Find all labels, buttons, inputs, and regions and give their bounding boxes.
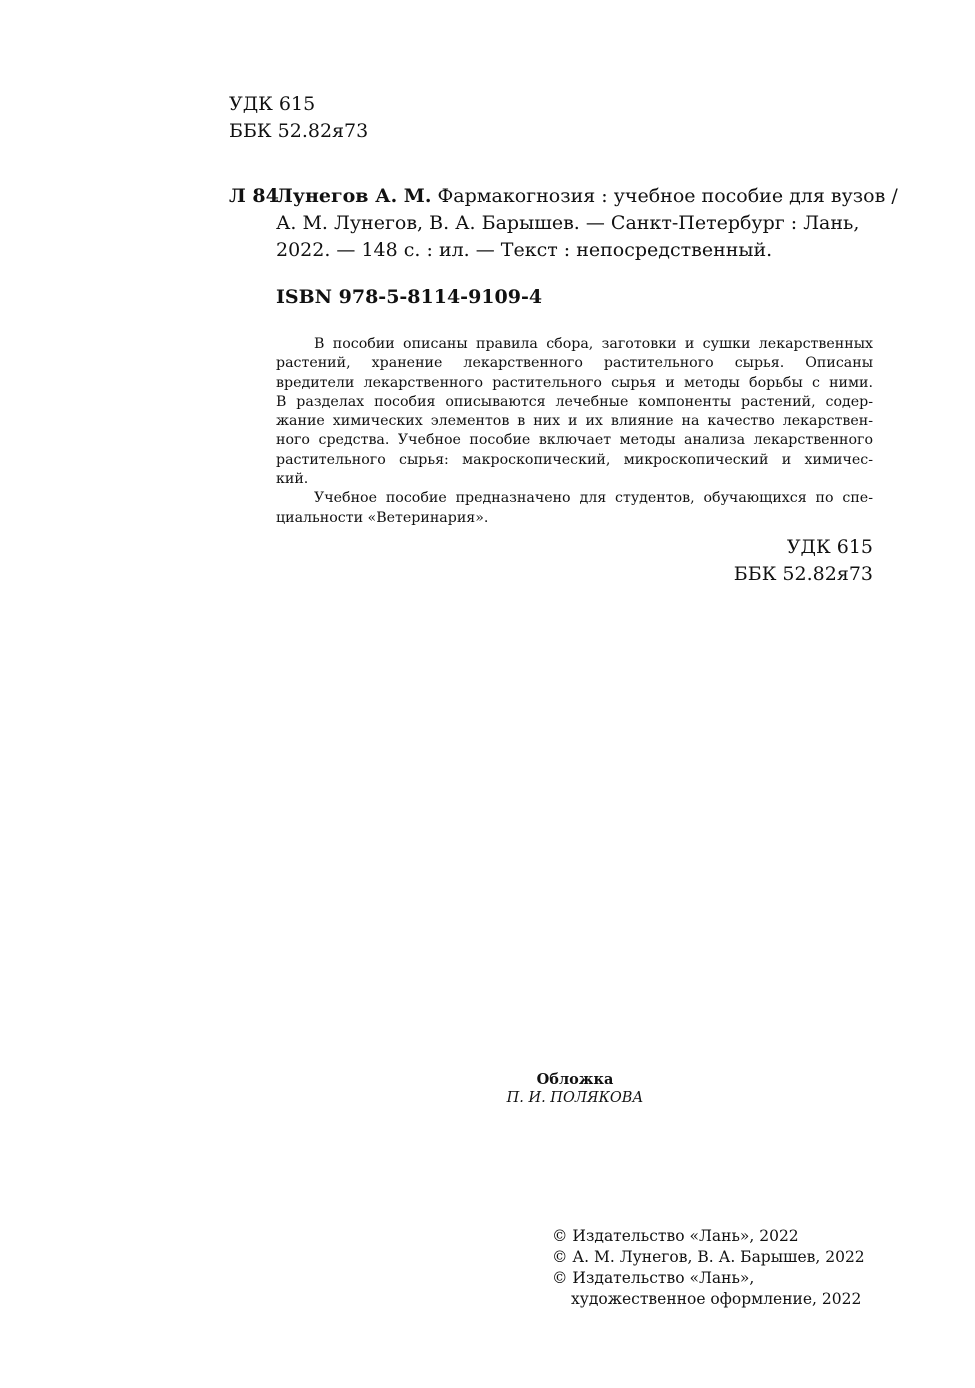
record-line-2: А. М. Лунегов, В. А. Барышев. — Санкт-Петербург : Лань, [276,212,860,234]
abstract [276,335,873,528]
udk-code: УДК 615 [229,93,316,115]
abstract-paragraph-2 [276,489,873,528]
abstract-line: растительного сырья: макроскопический, микроскопический и химичес- [276,451,873,468]
copyright-line: © А. М. Лунегов, В. А. Барышев, 2022 [552,1248,865,1266]
udk-code: УДК 615 [786,536,873,558]
classification-bottom [600,534,873,588]
record-line-1 [276,183,898,210]
copyright-line: © Издательство «Лань», 2022 [552,1227,799,1245]
abstract-line: В пособии описаны правила сбора, заготовки и сушки лекарственных [314,336,873,352]
bbk-code: ББК 52.82я73 [733,563,873,585]
cover-label: Обложка [536,1071,614,1088]
copyright-line: художественное оформление, 2022 [571,1290,862,1308]
record-title: Фармакогнозия : учебное пособие для вузов / [431,185,898,207]
abstract-line: циальности «Ветеринария». [276,509,489,526]
abstract-line: жание химических элементов в них и их влияние на качество лекарствен- [276,413,873,430]
record-line-3: 2022. — 148 с. : ил. — Текст : непосредственный. [276,239,773,261]
abstract-line: ного средства. Учебное пособие включает методы анализа лекарственного [276,432,873,449]
author-sign: Л 84 [229,185,279,207]
cover-credit [470,1070,680,1108]
abstract-line: кий. [276,471,309,488]
abstract-line: растений, хранение лекарственного растительного сырья. Описаны [276,355,873,372]
bibliographic-record [276,183,898,264]
abstract-line: В разделах пособия описываются лечебные компоненты растений, содер- [276,393,873,410]
record-author: Лунегов А. М. [276,185,432,207]
copyright-line: © Издательство «Лань», [552,1269,755,1287]
abstract-paragraph-1 [276,335,873,489]
cover-artist: П. И. ПОЛЯКОВА [506,1090,644,1106]
classification-top [229,91,368,145]
abstract-line: Учебное пособие предназначено для студентов, обучающихся по спе- [314,490,873,507]
isbn: ISBN 978-5-8114-9109-4 [276,286,543,308]
bbk-code: ББК 52.82я73 [229,120,369,142]
copyright-block [552,1226,865,1310]
abstract-line: вредители лекарственного растительного сырья и методы борьбы с ними. [276,374,873,391]
